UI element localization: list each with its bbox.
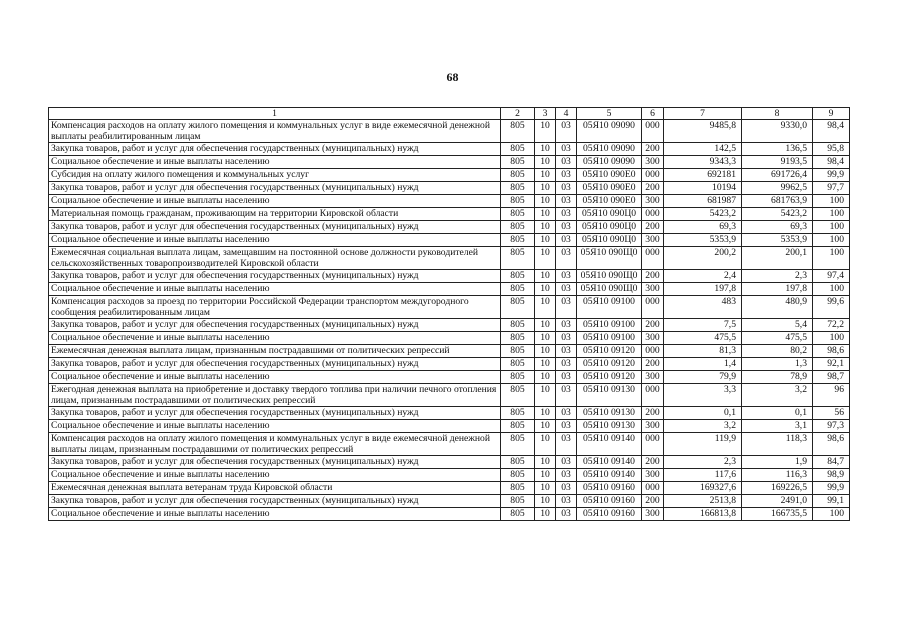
cell-percent: 99,1 [813,495,850,508]
cell-percent: 98,7 [813,371,850,384]
cell-ministry: 805 [501,221,535,234]
cell-subsection: 03 [556,508,577,521]
cell-ministry: 805 [501,319,535,332]
row-description: Закупка товаров, работ и услуг для обеспечения государственных (муниципальных) нужд [49,456,501,469]
table-row [49,433,850,456]
cell-plan: 3,3 [664,384,742,407]
cell-section: 10 [535,270,556,283]
cell-actual: 9193,5 [742,156,813,169]
cell-target-article: 05Я10 090Щ0 [577,247,642,270]
cell-expense-type: 000 [642,169,664,182]
cell-actual: 5423,2 [742,208,813,221]
row-description: Социальное обеспечение и иные выплаты населению [49,283,501,296]
cell-plan: 81,3 [664,345,742,358]
cell-ministry: 805 [501,407,535,420]
cell-expense-type: 000 [642,247,664,270]
cell-subsection: 03 [556,420,577,433]
cell-ministry: 805 [501,283,535,296]
cell-expense-type: 000 [642,120,664,143]
table-row [49,234,850,247]
cell-section: 10 [535,319,556,332]
row-description: Закупка товаров, работ и услуг для обеспечения государственных (муниципальных) нужд [49,143,501,156]
cell-expense-type: 300 [642,469,664,482]
table-row [49,120,850,143]
cell-actual: 2491,0 [742,495,813,508]
cell-ministry: 805 [501,358,535,371]
cell-actual: 3,2 [742,384,813,407]
cell-percent: 99,9 [813,169,850,182]
cell-section: 10 [535,234,556,247]
cell-subsection: 03 [556,345,577,358]
table-header-row [49,108,850,120]
row-description: Социальное обеспечение и иные выплаты населению [49,195,501,208]
cell-target-article: 05Я10 09090 [577,156,642,169]
row-description: Ежемесячная денежная выплата ветеранам труда Кировской области [49,482,501,495]
cell-expense-type: 200 [642,221,664,234]
cell-percent: 100 [813,508,850,521]
row-description: Социальное обеспечение и иные выплаты населению [49,371,501,384]
cell-section: 10 [535,221,556,234]
table-row [49,420,850,433]
cell-ministry: 805 [501,247,535,270]
cell-section: 10 [535,384,556,407]
cell-actual: 69,3 [742,221,813,234]
cell-expense-type: 300 [642,508,664,521]
cell-actual: 9962,5 [742,182,813,195]
table-row [49,296,850,319]
cell-subsection: 03 [556,234,577,247]
cell-subsection: 03 [556,283,577,296]
row-description: Закупка товаров, работ и услуг для обеспечения государственных (муниципальных) нужд [49,495,501,508]
cell-expense-type: 000 [642,345,664,358]
row-description: Социальное обеспечение и иные выплаты населению [49,508,501,521]
page-number: 68 [446,70,459,84]
row-description: Компенсация расходов на оплату жилого помещения и коммунальных услуг в виде ежемесячной денежной выплаты реабилитированным лицам [49,120,501,143]
cell-ministry: 805 [501,495,535,508]
table-row [49,156,850,169]
row-description: Закупка товаров, работ и услуг для обеспечения государственных (муниципальных) нужд [49,407,501,420]
cell-actual: 1,9 [742,456,813,469]
table-row [49,371,850,384]
cell-target-article: 05Я10 090Е0 [577,182,642,195]
cell-plan: 3,2 [664,420,742,433]
cell-target-article: 05Я10 09120 [577,358,642,371]
cell-actual: 197,8 [742,283,813,296]
row-description: Компенсация расходов за проезд по территории Российской Федерации транспортом междугородного сообщения реабилитированным лицам [49,296,501,319]
cell-percent: 56 [813,407,850,420]
table-row [49,482,850,495]
cell-subsection: 03 [556,195,577,208]
header-cell: 3 [535,108,556,120]
table-row [49,384,850,407]
cell-actual: 80,2 [742,345,813,358]
table-row [49,319,850,332]
row-description: Материальная помощь гражданам, проживающим на территории Кировской области [49,208,501,221]
cell-subsection: 03 [556,332,577,345]
row-description: Ежемесячная социальная выплата лицам, замещавшим на постоянной основе должности руководителей сельскохозяйственных товаропроизводителей Кировской области [49,247,501,270]
row-description: Ежемесячная денежная выплата лицам, признанным пострадавшими от политических репрессий [49,345,501,358]
cell-expense-type: 300 [642,332,664,345]
cell-expense-type: 200 [642,319,664,332]
table-row [49,247,850,270]
cell-percent: 97,7 [813,182,850,195]
cell-section: 10 [535,456,556,469]
cell-percent: 100 [813,195,850,208]
header-cell: 8 [742,108,813,120]
cell-actual: 691726,4 [742,169,813,182]
cell-plan: 117,6 [664,469,742,482]
cell-target-article: 05Я10 09090 [577,143,642,156]
cell-actual: 475,5 [742,332,813,345]
cell-plan: 142,5 [664,143,742,156]
cell-section: 10 [535,420,556,433]
table-row [49,169,850,182]
cell-target-article: 05Я10 090Ц0 [577,234,642,247]
cell-expense-type: 000 [642,384,664,407]
cell-actual: 166735,5 [742,508,813,521]
cell-section: 10 [535,345,556,358]
cell-section: 10 [535,508,556,521]
cell-section: 10 [535,332,556,345]
cell-expense-type: 300 [642,420,664,433]
cell-plan: 2,4 [664,270,742,283]
table-row [49,358,850,371]
cell-actual: 1,3 [742,358,813,371]
table-row [49,208,850,221]
table-row [49,332,850,345]
cell-percent: 100 [813,283,850,296]
header-cell: 7 [664,108,742,120]
header-cell: 9 [813,108,850,120]
cell-actual: 136,5 [742,143,813,156]
table-row [49,469,850,482]
cell-subsection: 03 [556,247,577,270]
cell-target-article: 05Я10 09140 [577,469,642,482]
cell-subsection: 03 [556,120,577,143]
cell-ministry: 805 [501,143,535,156]
cell-target-article: 05Я10 09120 [577,371,642,384]
cell-target-article: 05Я10 09160 [577,495,642,508]
cell-target-article: 05Я10 09090 [577,120,642,143]
row-description: Социальное обеспечение и иные выплаты населению [49,469,501,482]
cell-actual: 5353,9 [742,234,813,247]
cell-target-article: 05Я10 09130 [577,384,642,407]
cell-subsection: 03 [556,169,577,182]
cell-percent: 98,6 [813,345,850,358]
cell-subsection: 03 [556,384,577,407]
cell-target-article: 05Я10 090Щ0 [577,283,642,296]
cell-ministry: 805 [501,169,535,182]
row-description: Социальное обеспечение и иные выплаты населению [49,156,501,169]
cell-ministry: 805 [501,345,535,358]
budget-table [48,107,850,521]
table-row [49,182,850,195]
cell-expense-type: 200 [642,358,664,371]
cell-subsection: 03 [556,143,577,156]
cell-ministry: 805 [501,371,535,384]
cell-section: 10 [535,283,556,296]
cell-section: 10 [535,143,556,156]
cell-plan: 692181 [664,169,742,182]
cell-subsection: 03 [556,482,577,495]
cell-section: 10 [535,407,556,420]
cell-target-article: 05Я10 09100 [577,332,642,345]
cell-percent: 72,2 [813,319,850,332]
cell-ministry: 805 [501,433,535,456]
table-row [49,345,850,358]
row-description: Закупка товаров, работ и услуг для обеспечения государственных (муниципальных) нужд [49,221,501,234]
header-cell: 2 [501,108,535,120]
cell-subsection: 03 [556,296,577,319]
cell-section: 10 [535,495,556,508]
cell-ministry: 805 [501,208,535,221]
header-cell: 4 [556,108,577,120]
cell-plan: 681987 [664,195,742,208]
cell-expense-type: 200 [642,495,664,508]
row-description: Субсидия на оплату жилого помещения и коммунальных услуг [49,169,501,182]
cell-ministry: 805 [501,332,535,345]
cell-expense-type: 300 [642,234,664,247]
cell-actual: 480,9 [742,296,813,319]
cell-actual: 2,3 [742,270,813,283]
cell-percent: 98,4 [813,120,850,143]
cell-percent: 100 [813,208,850,221]
cell-ministry: 805 [501,456,535,469]
cell-percent: 98,6 [813,433,850,456]
cell-target-article: 05Я10 09130 [577,420,642,433]
cell-subsection: 03 [556,221,577,234]
cell-ministry: 805 [501,469,535,482]
table-row [49,221,850,234]
cell-section: 10 [535,433,556,456]
cell-target-article: 05Я10 09160 [577,482,642,495]
row-description: Закупка товаров, работ и услуг для обеспечения государственных (муниципальных) нужд [49,319,501,332]
cell-expense-type: 000 [642,208,664,221]
cell-ministry: 805 [501,482,535,495]
cell-expense-type: 000 [642,433,664,456]
cell-expense-type: 200 [642,182,664,195]
row-description: Компенсация расходов на оплату жилого помещения и коммунальных услуг в виде ежемесячной денежной выплаты лицам, признанным пострадавшими от политических репрессий [49,433,501,456]
cell-plan: 197,8 [664,283,742,296]
cell-percent: 100 [813,234,850,247]
cell-expense-type: 300 [642,283,664,296]
row-description: Закупка товаров, работ и услуг для обеспечения государственных (муниципальных) нужд [49,182,501,195]
cell-target-article: 05Я10 090Е0 [577,169,642,182]
cell-section: 10 [535,156,556,169]
cell-percent: 97,3 [813,420,850,433]
cell-target-article: 05Я10 09100 [577,296,642,319]
cell-subsection: 03 [556,456,577,469]
cell-percent: 99,6 [813,296,850,319]
cell-expense-type: 200 [642,143,664,156]
table-row [49,508,850,521]
cell-section: 10 [535,195,556,208]
row-description: Социальное обеспечение и иные выплаты населению [49,332,501,345]
cell-plan: 5423,2 [664,208,742,221]
cell-plan: 10194 [664,182,742,195]
cell-subsection: 03 [556,433,577,456]
cell-plan: 1,4 [664,358,742,371]
cell-target-article: 05Я10 090Щ0 [577,270,642,283]
cell-actual: 200,1 [742,247,813,270]
cell-plan: 475,5 [664,332,742,345]
cell-expense-type: 000 [642,296,664,319]
cell-plan: 2,3 [664,456,742,469]
cell-section: 10 [535,247,556,270]
header-cell: 1 [49,108,501,120]
cell-subsection: 03 [556,270,577,283]
cell-ministry: 805 [501,420,535,433]
cell-plan: 0,1 [664,407,742,420]
cell-target-article: 05Я10 090Ц0 [577,208,642,221]
cell-ministry: 805 [501,120,535,143]
cell-section: 10 [535,296,556,319]
cell-subsection: 03 [556,319,577,332]
cell-subsection: 03 [556,182,577,195]
cell-target-article: 05Я10 090Е0 [577,195,642,208]
header-cell: 6 [642,108,664,120]
cell-expense-type: 200 [642,270,664,283]
cell-ministry: 805 [501,508,535,521]
cell-percent: 97,4 [813,270,850,283]
cell-actual: 3,1 [742,420,813,433]
table-row [49,283,850,296]
header-cell: 5 [577,108,642,120]
cell-plan: 119,9 [664,433,742,456]
row-description: Социальное обеспечение и иные выплаты населению [49,420,501,433]
cell-plan: 200,2 [664,247,742,270]
cell-percent: 84,7 [813,456,850,469]
cell-target-article: 05Я10 09140 [577,433,642,456]
table-row [49,495,850,508]
cell-plan: 69,3 [664,221,742,234]
cell-plan: 483 [664,296,742,319]
cell-subsection: 03 [556,358,577,371]
row-description: Ежегодная денежная выплата на приобретение и доставку твердого топлива при наличии печного отопления лицам, признанным пострадавшими от политических репрессий [49,384,501,407]
cell-expense-type: 200 [642,456,664,469]
cell-section: 10 [535,120,556,143]
table-row [49,270,850,283]
cell-ministry: 805 [501,234,535,247]
row-description: Закупка товаров, работ и услуг для обеспечения государственных (муниципальных) нужд [49,270,501,283]
cell-section: 10 [535,469,556,482]
table-row [49,456,850,469]
cell-ministry: 805 [501,156,535,169]
cell-subsection: 03 [556,495,577,508]
cell-plan: 166813,8 [664,508,742,521]
cell-expense-type: 300 [642,195,664,208]
cell-percent: 99,9 [813,482,850,495]
cell-section: 10 [535,208,556,221]
cell-actual: 78,9 [742,371,813,384]
cell-section: 10 [535,182,556,195]
cell-plan: 9485,8 [664,120,742,143]
cell-plan: 9343,3 [664,156,742,169]
cell-subsection: 03 [556,371,577,384]
cell-percent: 100 [813,247,850,270]
cell-percent: 92,1 [813,358,850,371]
cell-target-article: 05Я10 09160 [577,508,642,521]
cell-plan: 169327,6 [664,482,742,495]
cell-ministry: 805 [501,384,535,407]
table-row [49,143,850,156]
cell-actual: 0,1 [742,407,813,420]
cell-actual: 116,3 [742,469,813,482]
cell-target-article: 05Я10 09120 [577,345,642,358]
cell-expense-type: 000 [642,482,664,495]
cell-target-article: 05Я10 09140 [577,456,642,469]
cell-actual: 681763,9 [742,195,813,208]
cell-target-article: 05Я10 09130 [577,407,642,420]
cell-ministry: 805 [501,195,535,208]
cell-plan: 79,9 [664,371,742,384]
cell-actual: 169226,5 [742,482,813,495]
cell-actual: 118,3 [742,433,813,456]
cell-ministry: 805 [501,182,535,195]
cell-section: 10 [535,169,556,182]
cell-section: 10 [535,358,556,371]
cell-expense-type: 200 [642,407,664,420]
cell-subsection: 03 [556,156,577,169]
cell-plan: 5353,9 [664,234,742,247]
cell-subsection: 03 [556,407,577,420]
cell-target-article: 05Я10 09100 [577,319,642,332]
cell-subsection: 03 [556,469,577,482]
row-description: Социальное обеспечение и иные выплаты населению [49,234,501,247]
cell-ministry: 805 [501,296,535,319]
cell-target-article: 05Я10 090Ц0 [577,221,642,234]
cell-plan: 7,5 [664,319,742,332]
row-description: Закупка товаров, работ и услуг для обеспечения государственных (муниципальных) нужд [49,358,501,371]
cell-percent: 96 [813,384,850,407]
cell-percent: 100 [813,332,850,345]
cell-actual: 9330,0 [742,120,813,143]
cell-subsection: 03 [556,208,577,221]
cell-section: 10 [535,482,556,495]
cell-actual: 5,4 [742,319,813,332]
cell-expense-type: 300 [642,156,664,169]
table-row [49,195,850,208]
cell-percent: 98,4 [813,156,850,169]
cell-plan: 2513,8 [664,495,742,508]
cell-ministry: 805 [501,270,535,283]
cell-percent: 95,8 [813,143,850,156]
cell-percent: 100 [813,221,850,234]
cell-section: 10 [535,371,556,384]
cell-expense-type: 300 [642,371,664,384]
cell-percent: 98,9 [813,469,850,482]
table-row [49,407,850,420]
